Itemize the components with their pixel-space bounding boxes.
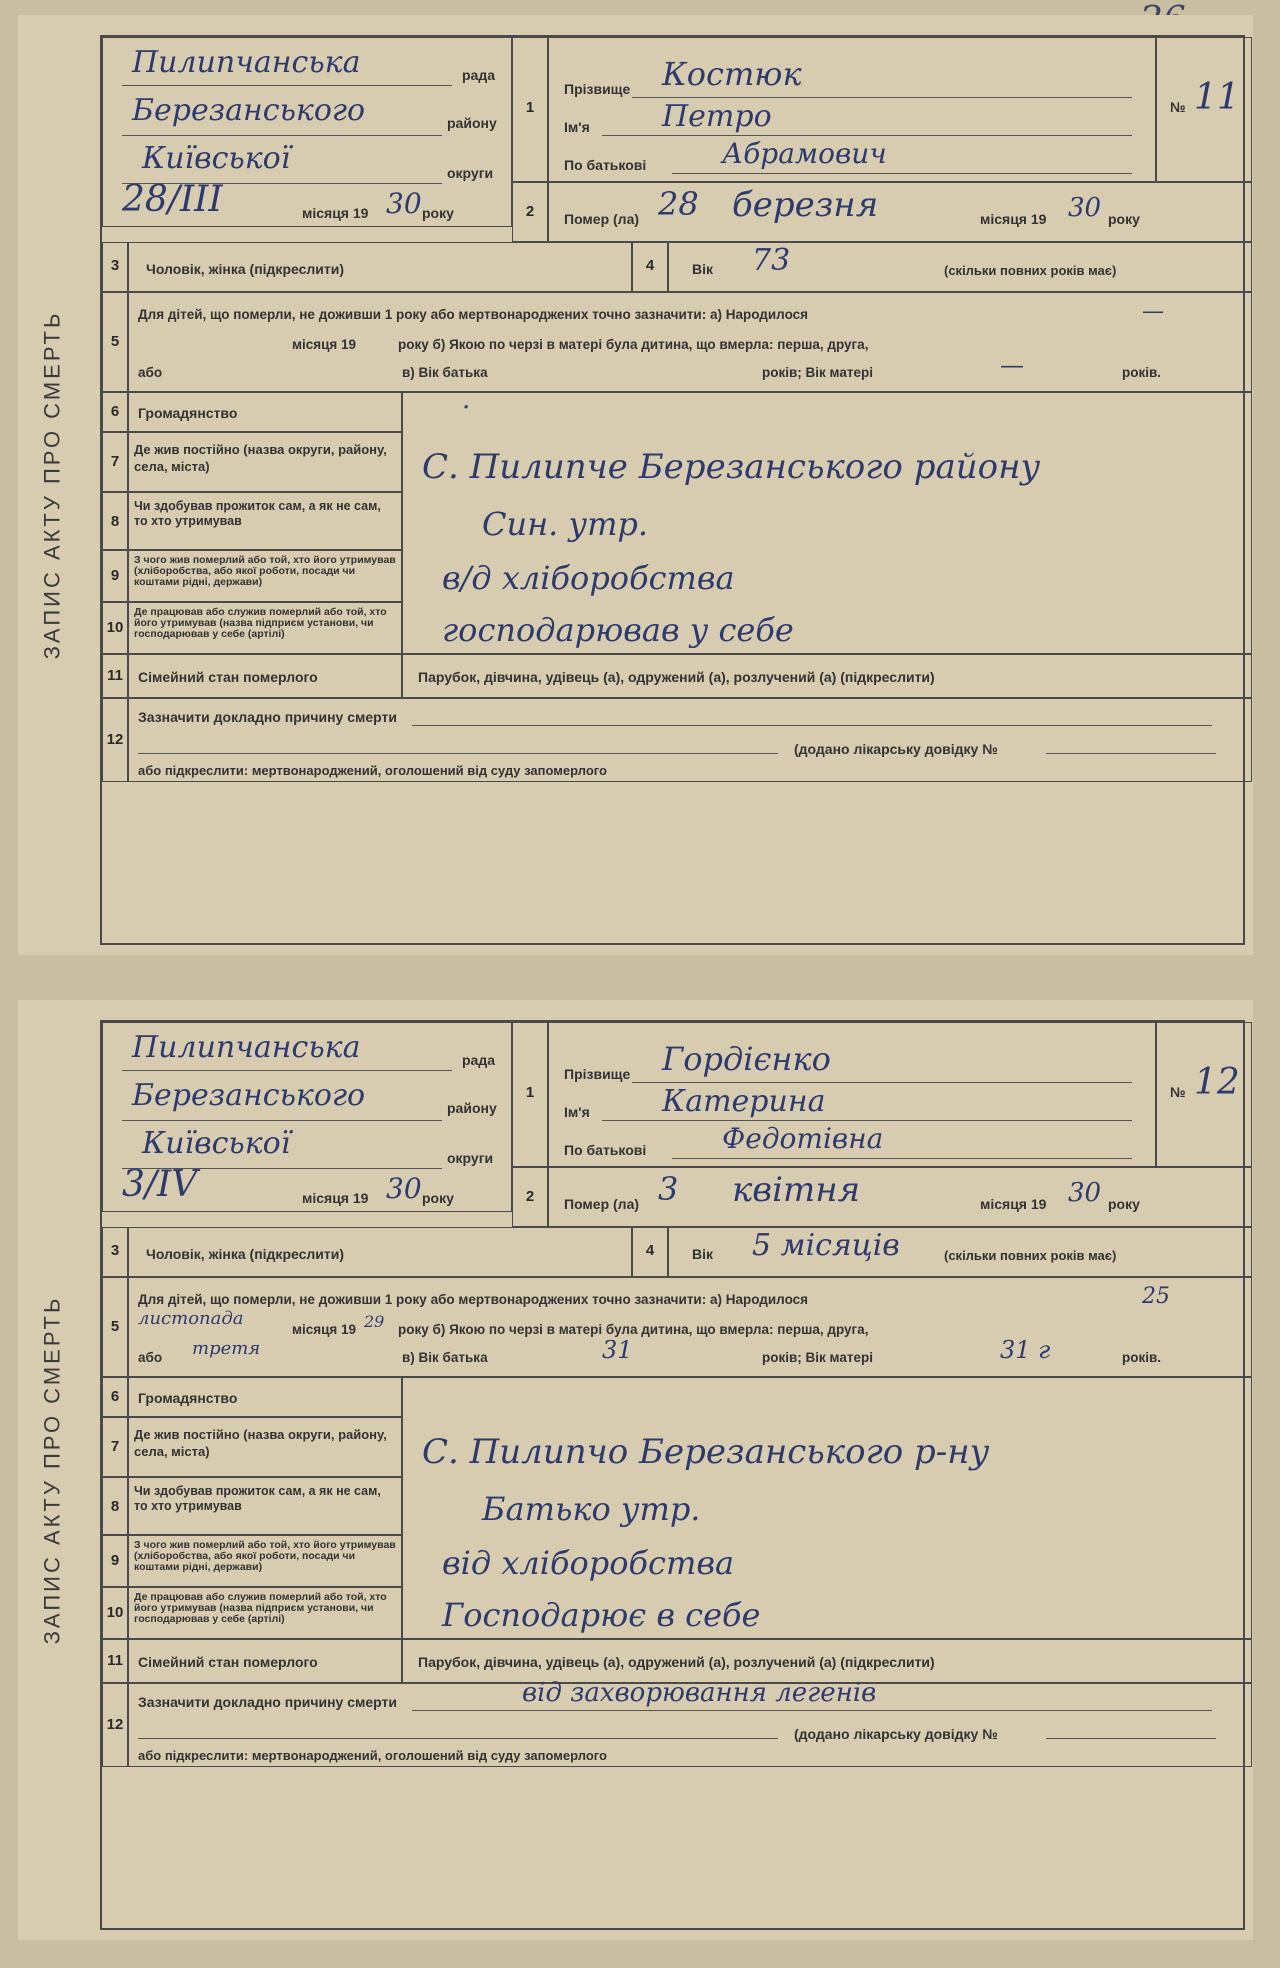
died-year-label: року <box>1108 211 1140 227</box>
record-number-value: 12 <box>1194 1062 1240 1103</box>
cause-label: Зазначити докладно причину смерти <box>138 709 397 725</box>
died-month-label: місяця 19 <box>980 211 1047 227</box>
registration-year-label: року <box>422 205 454 221</box>
work-value: господарював у себе <box>442 611 794 649</box>
okrug-value: Київської <box>142 141 291 176</box>
died-day: 3 <box>658 1170 679 1208</box>
age-label: Вік <box>692 261 714 277</box>
row-number-11: 11 <box>107 667 123 684</box>
row-number-8: 8 <box>110 513 120 530</box>
row-number-1: 1 <box>525 99 535 116</box>
livelihood-label: Чи здобував прожиток сам, а як не сам, то хто утримував <box>134 1484 381 1513</box>
residence-label: Де жив постійно (назва округи, району, села, міста) <box>134 1427 387 1459</box>
child-born: 25 <box>1142 1284 1170 1309</box>
child-instruction-3c: років; Вік матері <box>762 365 873 380</box>
surname-value: Гордієнко <box>662 1040 831 1078</box>
died-year: 30 <box>1068 193 1102 223</box>
died-month: березня <box>732 185 879 225</box>
row-number-7: 7 <box>110 1438 120 1455</box>
death-record-form-1 <box>18 15 1253 955</box>
row-number-4: 4 <box>645 257 655 274</box>
died-year-label: року <box>1108 1196 1140 1212</box>
surname-label: Прізвище <box>564 1066 631 1082</box>
work-label: Де працював або служив померлий або той, хто його утримував (назва підприєм установи, чи господарював у себе (артілі) <box>134 1591 387 1625</box>
okrug-label: округи <box>447 165 494 181</box>
registration-year: 30 <box>386 1172 422 1205</box>
council-value: Пилипчанська <box>132 1030 361 1065</box>
child-instruction-3d: років. <box>1122 1350 1162 1365</box>
name-label: Ім'я <box>564 1104 590 1120</box>
patronymic-label: По батькові <box>564 1142 647 1158</box>
row-number-9: 9 <box>110 1552 120 1569</box>
child-instruction-3a: або <box>138 365 163 380</box>
record-number-value: 11 <box>1194 77 1240 118</box>
child-instruction-2a: місяця 19 <box>292 1322 357 1337</box>
citizenship-label: Громадянство <box>138 405 238 421</box>
child-instruction-3c: років; Вік матері <box>762 1350 873 1365</box>
form-grid <box>100 35 1245 945</box>
age-hint: (скільки повних років має) <box>944 1248 1117 1263</box>
child-instruction-2b: року б) Якою по черзі в матері була дитина, що вмерла: перша, друга, <box>398 1322 869 1337</box>
cause-alternatives: або підкреслити: мертвонароджений, оголошений від суду запомерлого <box>138 763 607 778</box>
died-month: квітня <box>732 1170 861 1210</box>
form-grid <box>100 1020 1245 1930</box>
residence-label: Де жив постійно (назва округи, району, села, міста) <box>134 442 387 474</box>
row-number-4: 4 <box>645 1242 655 1259</box>
registration-date: 28/III <box>122 179 223 220</box>
council-label: рада <box>462 1052 496 1068</box>
row-number-8: 8 <box>110 1498 120 1515</box>
marital-options: Парубок, дівчина, удівець (а), одружений (а), розлучений (а) (підкреслити) <box>418 669 935 685</box>
child-order: третя <box>192 1338 261 1359</box>
died-day: 28 <box>658 185 699 223</box>
cause-alternatives: або підкреслити: мертвонароджений, оголошений від суду запомерлого <box>138 1748 607 1763</box>
row-number-6: 6 <box>110 403 120 420</box>
died-label: Помер (ла) <box>564 211 640 227</box>
death-record-form-2 <box>18 1000 1253 1940</box>
cause-label: Зазначити докладно причину смерти <box>138 1694 397 1710</box>
marital-label: Сімейний стан померлого <box>138 1654 318 1670</box>
row-number-11: 11 <box>107 1652 123 1669</box>
registration-date: 3/IV <box>122 1164 198 1205</box>
patronymic-label: По батькові <box>564 157 647 173</box>
age-hint: (скільки повних років має) <box>944 263 1117 278</box>
child-instruction-3a: або <box>138 1350 163 1365</box>
row-number-12: 12 <box>106 731 124 748</box>
row-number-6: 6 <box>110 1388 120 1405</box>
registration-year: 30 <box>386 187 422 220</box>
father-age: 31 <box>602 1336 633 1364</box>
mother-age: 31 г <box>1000 1336 1051 1364</box>
row-number-12: 12 <box>106 1716 124 1733</box>
side-title: ЗАПИС АКТУ ПРО СМЕРТЬ <box>39 310 65 660</box>
row-number-10: 10 <box>106 619 124 636</box>
name-label: Ім'я <box>564 119 590 135</box>
died-year: 30 <box>1068 1178 1102 1208</box>
income-value: від хліборобства <box>442 1544 735 1582</box>
record-number-label: № <box>1170 99 1186 115</box>
cause-value: від захворювання легенів <box>522 1678 877 1708</box>
child-born: — <box>1142 299 1164 324</box>
registration-year-label: року <box>422 1190 454 1206</box>
livelihood-value: Син. утр. <box>482 505 649 543</box>
work-value: Господарює в себе <box>442 1596 761 1634</box>
district-label: району <box>447 1100 497 1116</box>
row-number-3: 3 <box>110 1242 120 1259</box>
age-label: Вік <box>692 1246 714 1262</box>
registration-month-label: місяця 19 <box>302 205 369 221</box>
okrug-label: округи <box>447 1150 494 1166</box>
doctor-note: (додано лікарську довідку № <box>794 741 998 757</box>
surname-label: Прізвище <box>564 81 631 97</box>
row-number-3: 3 <box>110 257 120 274</box>
name-value: Петро <box>662 99 772 134</box>
row-number-9: 9 <box>110 567 120 584</box>
child-birth-year: 29 <box>364 1312 385 1331</box>
council-label: рада <box>462 67 496 83</box>
name-value: Катерина <box>662 1084 826 1119</box>
row-number-1: 1 <box>525 1084 535 1101</box>
citizenship-label: Громадянство <box>138 1390 238 1406</box>
residence-value: С. Пилипчо Березанського р-ну <box>422 1432 990 1472</box>
income-label: З чого жив померлий або той, хто його утримував (хліборобства, або якої роботи, посади чи коштами рідні, держави) <box>134 1539 396 1573</box>
citizenship-value: · <box>462 393 471 423</box>
residence-value: С. Пилипче Березанського району <box>422 447 1041 487</box>
child-birth-month: листопада <box>138 1308 244 1329</box>
side-title: ЗАПИС АКТУ ПРО СМЕРТЬ <box>39 1295 65 1645</box>
marital-label: Сімейний стан померлого <box>138 669 318 685</box>
livelihood-value: Батько утр. <box>482 1490 701 1528</box>
work-label: Де працював або служив померлий або той, хто його утримував (назва підприєм установи, чи господарював у себе (артілі) <box>134 606 387 640</box>
child-instruction-2b: року б) Якою по черзі в матері була дитина, що вмерла: перша, друга, <box>398 337 869 352</box>
child-instruction-3b: в) Вік батька <box>402 365 488 380</box>
row-number-2: 2 <box>525 203 535 220</box>
age-value: 73 <box>752 243 791 278</box>
district-label: району <box>447 115 497 131</box>
row-number-2: 2 <box>525 1188 535 1205</box>
died-label: Помер (ла) <box>564 1196 640 1212</box>
marital-options: Парубок, дівчина, удівець (а), одружений (а), розлучений (а) (підкреслити) <box>418 1654 935 1670</box>
sex-label: Чоловік, жінка (підкреслити) <box>146 1246 345 1262</box>
record-number-label: № <box>1170 1084 1186 1100</box>
patronymic-value: Абрамович <box>722 137 887 170</box>
mother-age: — <box>1000 351 1024 379</box>
doctor-note: (додано лікарську довідку № <box>794 1726 998 1742</box>
income-value: в/д хліборобства <box>442 559 735 597</box>
age-value: 5 місяців <box>752 1228 900 1263</box>
council-value: Пилипчанська <box>132 45 361 80</box>
row-number-5: 5 <box>110 333 120 350</box>
okrug-value: Київської <box>142 1126 291 1161</box>
district-value: Березанського <box>132 93 366 128</box>
registration-month-label: місяця 19 <box>302 1190 369 1206</box>
patronymic-value: Федотівна <box>722 1122 884 1155</box>
died-month-label: місяця 19 <box>980 1196 1047 1212</box>
child-instruction-3d: років. <box>1122 365 1162 380</box>
income-label: З чого жив померлий або той, хто його утримував (хліборобства, або якої роботи, посади чи коштами рідні, держави) <box>134 554 396 588</box>
district-value: Березанського <box>132 1078 366 1113</box>
surname-value: Костюк <box>662 55 802 93</box>
child-instruction-1: Для дітей, що померли, не доживши 1 року або мертвонароджених точно зазначити: а) Народилося <box>138 1292 809 1307</box>
livelihood-label: Чи здобував прожиток сам, а як не сам, то хто утримував <box>134 499 381 528</box>
child-instruction-1: Для дітей, що померли, не доживши 1 року або мертвонароджених точно зазначити: а) Народилося <box>138 307 809 322</box>
row-number-10: 10 <box>106 1604 124 1621</box>
child-instruction-2a: місяця 19 <box>292 337 357 352</box>
child-instruction-3b: в) Вік батька <box>402 1350 488 1365</box>
row-number-7: 7 <box>110 453 120 470</box>
sex-label: Чоловік, жінка (підкреслити) <box>146 261 345 277</box>
row-number-5: 5 <box>110 1318 120 1335</box>
